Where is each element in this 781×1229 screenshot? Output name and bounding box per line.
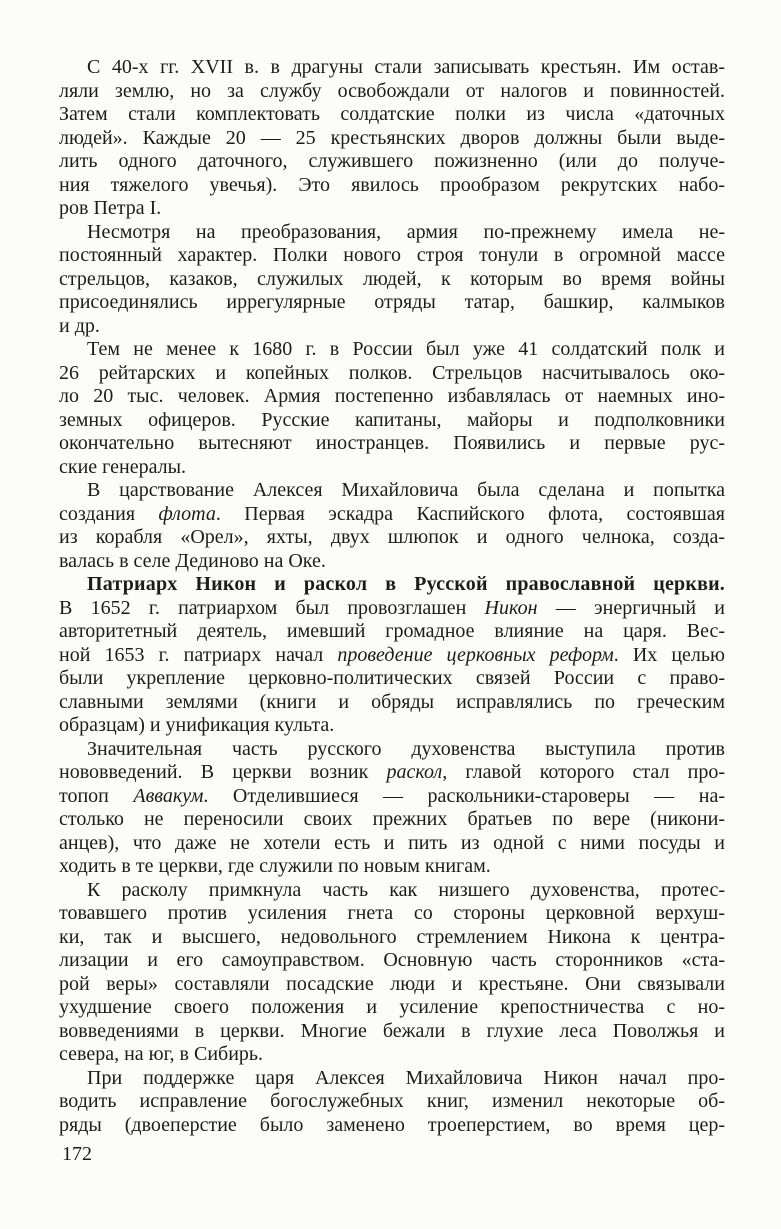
text-line	[59, 996, 725, 1020]
text-line	[59, 432, 725, 456]
text-segment: были укрепление церковно-политических связей России с право-	[59, 667, 725, 689]
text-segment: В царствование Алексея Михайловича была сделана и попытка	[87, 479, 725, 501]
text-segment: ряды (двоеперстие было заменено троеперстием, во время цер-	[59, 1113, 725, 1136]
text-line	[59, 503, 725, 527]
text-line	[59, 291, 725, 315]
text-line	[59, 785, 725, 809]
text-segment: ские генералы.	[59, 455, 187, 478]
text-segment: людей». Каждые 20 — 25 крестьянских дворов должны были выде-	[59, 126, 725, 149]
text-segment: К расколу примкнула часть как низшего духовенства, протес-	[87, 878, 725, 901]
text-line	[59, 1090, 725, 1114]
text-line	[59, 80, 725, 104]
text-segment: авторитетный деятель, имевший громадное влияние на царя. Вес-	[59, 620, 725, 642]
text-segment: В 1652 г. патриархом был провозглашен	[59, 596, 485, 619]
paragraph	[59, 56, 725, 221]
text-line	[59, 479, 725, 503]
text-segment: севера, на юг, в Сибирь.	[59, 1043, 264, 1065]
text-segment: Затем стали комплектовать солдатские полки из числа «даточных	[59, 103, 725, 125]
text-line	[59, 879, 725, 903]
text-segment: и др.	[59, 314, 100, 337]
text-line	[59, 150, 725, 174]
text-segment: присоединялись иррегулярные отряды татар, башкир, калмыков	[59, 291, 725, 313]
text-line	[59, 573, 725, 597]
paragraph	[59, 1067, 725, 1138]
text-line	[59, 761, 725, 785]
text-line	[59, 244, 725, 268]
text-line	[59, 973, 725, 997]
text-segment: ров Петра I.	[59, 197, 162, 219]
text-segment: , главой которого стал про-	[442, 761, 725, 783]
italic-term: проведение церковных реформ	[337, 643, 614, 666]
text-line	[59, 1043, 725, 1067]
text-line	[59, 1067, 725, 1091]
text-segment: рой веры» составляли посадские люди и крестьяне. Они связывали	[59, 972, 725, 995]
text-line	[59, 127, 725, 151]
text-block	[59, 56, 725, 1137]
text-segment: ляли землю, но за службу освобождали от налогов и повинностей.	[59, 79, 725, 102]
text-segment: окончательно вытесняют иностранцев. Появились и первые рус-	[59, 432, 725, 454]
text-line	[59, 268, 725, 292]
text-segment: лизации и его самоуправством. Основную часть сторонников «ста-	[59, 949, 725, 971]
text-line	[59, 174, 725, 198]
text-segment: С 40-х гг. XVII в. в драгуны стали записывать крестьян. Им остав-	[87, 56, 725, 78]
text-line	[59, 832, 725, 856]
text-segment: ния тяжелого увечья). Это явилось прообразом рекрутских набо-	[59, 173, 725, 196]
text-segment: нововведений. В церкви возник	[59, 761, 387, 783]
text-line	[59, 197, 725, 221]
text-line	[59, 902, 725, 926]
text-line	[59, 338, 725, 362]
text-line	[59, 409, 725, 433]
text-line	[59, 221, 725, 245]
text-line	[59, 667, 725, 691]
text-segment: ухудшение своего положения и усиление крепостничества с но-	[59, 996, 725, 1018]
text-segment: При поддержке царя Алексея Михайловича Никон начал про-	[87, 1066, 725, 1089]
text-line	[59, 56, 725, 80]
text-segment: ло 20 тыс. человек. Армия постепенно избавлялась от наемных ино-	[59, 385, 725, 407]
text-segment: ки, так и высшего, недовольного стремлением Никона к центра-	[59, 925, 725, 948]
text-segment: Несмотря на преобразования, армия по-прежнему имела не-	[87, 220, 725, 243]
text-segment: топоп	[59, 784, 134, 807]
text-line	[59, 620, 725, 644]
text-segment: . Первая эскадра Каспийского флота, состоявшая	[215, 502, 725, 525]
italic-term: Никон	[484, 596, 538, 619]
text-segment: из корабля «Орел», яхты, двух шлюпок и одного челнока, созда-	[59, 526, 725, 548]
text-line	[59, 738, 725, 762]
paragraph	[59, 221, 725, 339]
text-line	[59, 526, 725, 550]
paragraph	[59, 738, 725, 879]
italic-term: раскол	[386, 761, 443, 783]
text-line	[59, 714, 725, 738]
text-line	[59, 691, 725, 715]
text-segment: — энергичный и	[537, 596, 725, 619]
text-segment: товавшего против усиления гнета со стороны церковной верхуш-	[59, 902, 725, 924]
italic-term: флота	[158, 502, 216, 525]
text-segment: образцам) и унификация культа.	[59, 714, 335, 736]
text-segment: стрельцов, казаков, служилых людей, к которым во время войны	[59, 267, 725, 290]
text-segment: постоянный характер. Полки нового строя тонули в огромной массе	[59, 244, 725, 266]
text-segment: Тем не менее к 1680 г. в России был уже 41 солдатский полк и	[87, 338, 725, 360]
text-line	[59, 855, 725, 879]
text-segment: . Отделившиеся — раскольники-староверы — на-	[203, 784, 725, 807]
text-segment: валась в селе Дединово на Оке.	[59, 549, 326, 572]
italic-term: Аввакум	[133, 784, 204, 807]
text-line	[59, 597, 725, 621]
text-line	[59, 103, 725, 127]
paragraph	[59, 573, 725, 738]
text-line	[59, 926, 725, 950]
text-line	[59, 644, 725, 668]
paragraph	[59, 479, 725, 573]
text-segment: 26 рейтарских и копейных полков. Стрельцов насчитывалось око-	[59, 361, 725, 384]
text-segment: славными землями (книги и обряды исправлялись по греческим	[59, 690, 725, 713]
text-line	[59, 949, 725, 973]
text-line	[59, 362, 725, 386]
paragraph	[59, 338, 725, 479]
text-line	[59, 550, 725, 574]
text-segment: вовведениями в церкви. Многие бежали в глухие леса Поволжья и	[59, 1019, 725, 1042]
text-segment: Значительная часть русского духовенства выступила против	[87, 737, 725, 760]
page-number: 172	[62, 1143, 92, 1165]
text-line	[59, 456, 725, 480]
text-segment: создания	[59, 502, 159, 525]
text-line	[59, 808, 725, 832]
text-line	[59, 385, 725, 409]
text-segment: . Их целью	[613, 643, 725, 666]
text-segment: ходить в те церкви, где служили по новым книгам.	[59, 855, 491, 877]
paragraph	[59, 879, 725, 1067]
text-segment: ной 1653 г. патриарх начал	[59, 643, 338, 666]
text-segment: анцев), что даже не хотели есть и пить из одной с ними посуды и	[59, 831, 725, 854]
text-segment: водить исправление богослужебных книг, изменил некоторые об-	[59, 1090, 725, 1112]
text-segment: земных офицеров. Русские капитаны, майоры и подполковники	[59, 408, 725, 431]
heading-run-in: Патриарх Никон и раскол в Русской православной церкви.	[87, 573, 725, 595]
text-line	[59, 1020, 725, 1044]
text-segment: лить одного даточного, служившего пожизненно (или до получе-	[59, 150, 725, 172]
text-line	[59, 1114, 725, 1138]
text-segment: столько не переносили своих прежних братьев по вере (никони-	[59, 808, 725, 830]
text-line	[59, 315, 725, 339]
